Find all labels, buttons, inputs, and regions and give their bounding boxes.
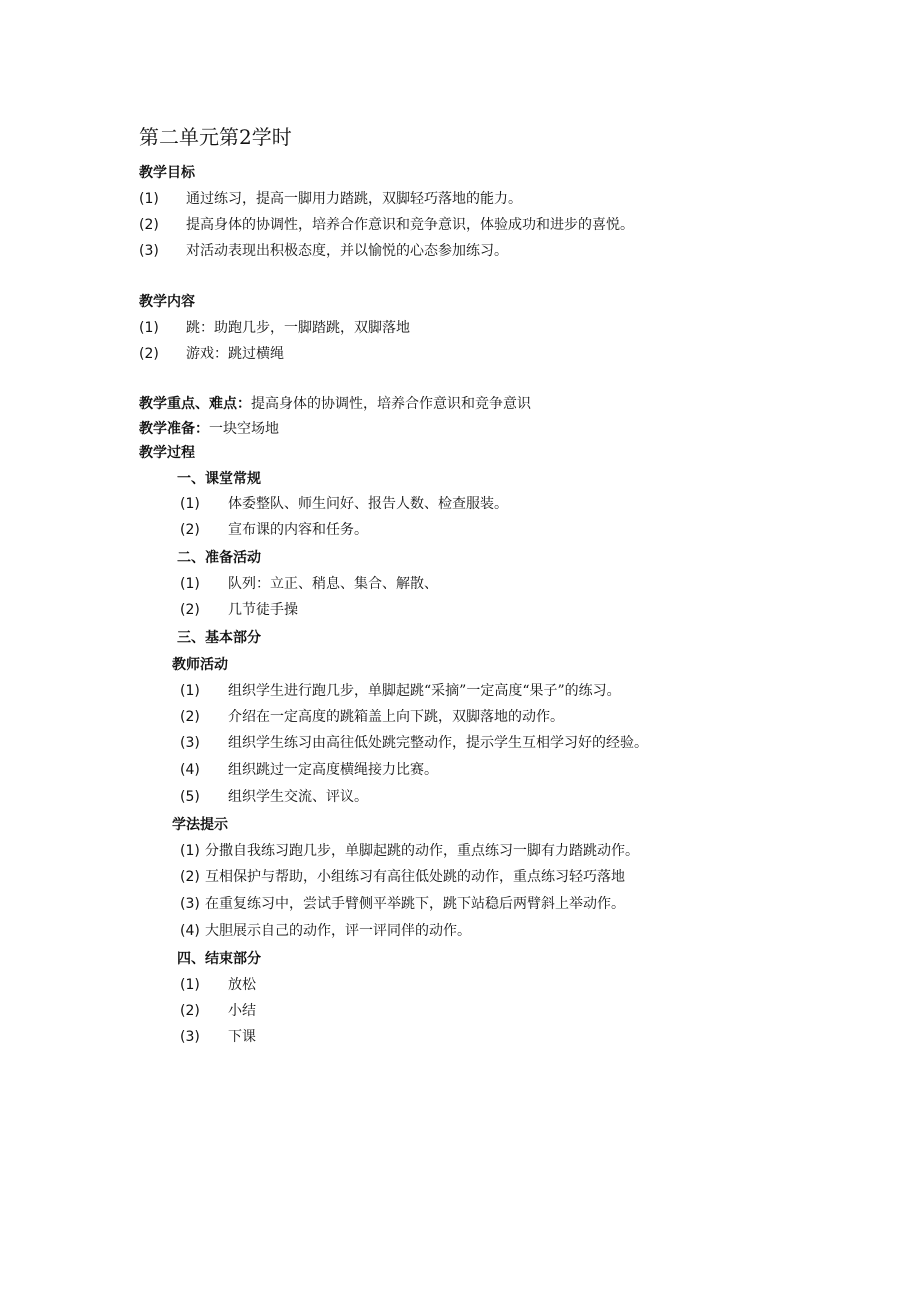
item-text: 介绍在一定高度的跳箱盖上向下跳，双脚落地的动作。 [228,709,564,725]
item-text: 跳：助跑几步，一脚踏跳，双脚落地 [186,320,410,336]
item-number: (3) [180,735,200,751]
item-text: 放松 [228,977,256,993]
focus-label: 教学重点、难点： [139,396,251,412]
content-heading: 教学内容 [139,294,195,310]
item-text: 对活动表现出积极态度，并以愉悦的心态参加练习。 [186,243,508,259]
section-heading: 一、课堂常规 [177,471,261,487]
item-number: (3) [180,1029,200,1045]
item-number: (2) [180,1003,200,1019]
section-heading: 四、结束部分 [177,951,261,967]
learning-tips-heading: 学法提示 [172,817,228,833]
item-text: 在重复练习中，尝试手臂侧平举跳下，跳下站稳后两臂斜上举动作。 [205,896,625,912]
item-text: 队列：立正、稍息、集合、解散、 [228,576,438,592]
item-text: 宣布课的内容和任务。 [228,522,368,538]
focus-text: 提高身体的协调性，培养合作意识和竞争意识 [251,396,531,412]
item-number: (1) [180,683,200,699]
prep-text: 一块空场地 [209,421,279,437]
item-text: 组织学生进行跑几步，单脚起跳“采摘”一定高度“果子”的练习。 [228,683,621,699]
item-text: 提高身体的协调性，培养合作意识和竞争意识，体验成功和进步的喜悦。 [186,217,634,233]
item-number: (2) [180,709,200,725]
focus-line [139,394,531,414]
item-text: 几节徒手操 [228,602,298,618]
item-number: (1) [180,977,200,993]
item-number: (2) [180,522,200,538]
teacher-activity-heading: 教师活动 [172,657,228,673]
item-number: (3) [180,896,200,912]
item-number: (1) [139,320,159,336]
item-number: (5) [180,789,200,805]
page-title: 第二单元第2学时 [139,125,292,149]
item-number: (4) [180,923,200,939]
process-heading: 教学过程 [139,445,195,461]
item-number: (1) [180,496,200,512]
item-text: 组织学生练习由高往低处跳完整动作，提示学生互相学习好的经验。 [228,735,648,751]
item-text: 体委整队、师生问好、报告人数、检查服装。 [228,496,508,512]
item-text: 小结 [228,1003,256,1019]
item-number: (2) [139,346,159,362]
item-number: (1) [180,843,200,859]
item-text: 组织跳过一定高度横绳接力比赛。 [228,762,438,778]
item-text: 下课 [228,1029,256,1045]
item-number: (4) [180,762,200,778]
section-heading: 二、准备活动 [177,550,261,566]
objectives-heading: 教学目标 [139,165,195,181]
section-heading: 三、基本部分 [177,630,261,646]
item-number: (2) [180,602,200,618]
item-text: 游戏：跳过横绳 [186,346,284,362]
item-text: 通过练习，提高一脚用力踏跳，双脚轻巧落地的能力。 [186,191,522,207]
item-number: (3) [139,243,159,259]
item-text: 分撒自我练习跑几步，单脚起跳的动作，重点练习一脚有力踏跳动作。 [205,843,639,859]
item-number: (1) [180,576,200,592]
prep-line [139,419,279,439]
item-text: 互相保护与帮助，小组练习有高往低处跳的动作，重点练习轻巧落地 [205,869,625,885]
item-number: (1) [139,191,159,207]
item-text: 大胆展示自己的动作，评一评同伴的动作。 [205,923,471,939]
item-text: 组织学生交流、评议。 [228,789,368,805]
prep-label: 教学准备： [139,421,209,437]
item-number: (2) [180,869,200,885]
item-number: (2) [139,217,159,233]
